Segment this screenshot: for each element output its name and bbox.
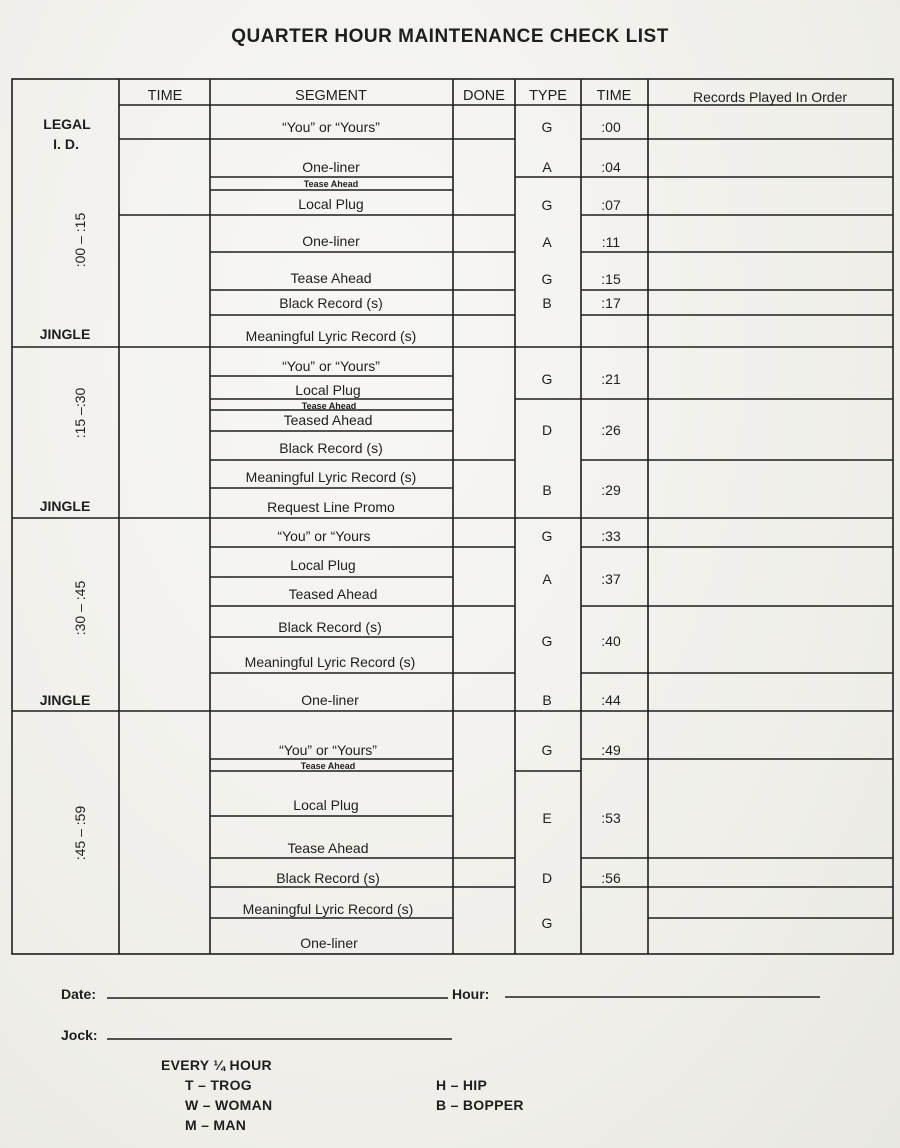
time-mark: :33 bbox=[601, 528, 621, 544]
type-code: G bbox=[541, 271, 553, 287]
time-mark: :29 bbox=[601, 482, 621, 498]
segment-label: Meaningful Lyric Record (s) bbox=[245, 328, 417, 344]
type-code: G bbox=[541, 915, 553, 931]
legend-item: W – WOMAN bbox=[185, 1097, 273, 1113]
segment-label: Meaningful Lyric Record (s) bbox=[244, 654, 416, 670]
quarter-label: :00 – :15 bbox=[72, 212, 88, 268]
jingle-label: JINGLE bbox=[39, 498, 91, 514]
segment-label: Tease Ahead bbox=[300, 761, 356, 771]
segment-label: One-liner bbox=[300, 935, 358, 951]
quarter-label: :15 –:30 bbox=[72, 387, 88, 439]
segment-label: “You” or “Yours” bbox=[282, 119, 380, 135]
header-records-played: Records Played In Order bbox=[692, 89, 848, 105]
header-time: TIME bbox=[147, 88, 183, 104]
type-code: D bbox=[541, 870, 553, 886]
time-mark: :26 bbox=[601, 422, 621, 438]
quarter-label: :30 – :45 bbox=[72, 580, 88, 636]
time-mark: :00 bbox=[601, 119, 621, 135]
hour-label: Hour: bbox=[452, 986, 490, 1002]
page-title: QUARTER HOUR MAINTENANCE CHECK LIST bbox=[231, 26, 669, 47]
time-mark: :04 bbox=[601, 159, 621, 175]
type-code: G bbox=[541, 371, 553, 387]
segment-label: Local Plug bbox=[295, 382, 361, 398]
segment-label: Local Plug bbox=[290, 557, 356, 573]
time-mark: :49 bbox=[601, 742, 621, 758]
type-code: B bbox=[542, 482, 552, 498]
time-mark: :40 bbox=[601, 633, 621, 649]
segment-label: Teased Ahead bbox=[288, 586, 378, 602]
jock-label: Jock: bbox=[61, 1027, 98, 1043]
header-time-2: TIME bbox=[596, 88, 632, 104]
legal-id-line1: LEGAL bbox=[43, 116, 91, 132]
type-code: B bbox=[542, 295, 552, 311]
type-code: G bbox=[541, 119, 553, 135]
jingle-label: JINGLE bbox=[39, 692, 91, 708]
segment-label: One-liner bbox=[301, 692, 359, 708]
segment-label: One-liner bbox=[302, 233, 360, 249]
type-code: G bbox=[541, 742, 553, 758]
segment-label: Black Record (s) bbox=[279, 440, 383, 456]
jingle-label: JINGLE bbox=[39, 326, 91, 342]
legend-item: H – HIP bbox=[436, 1077, 488, 1093]
type-code: G bbox=[541, 528, 553, 544]
segment-label: Local Plug bbox=[298, 196, 364, 212]
segment-label: Tease Ahead bbox=[287, 840, 369, 856]
segment-label: Meaningful Lyric Record (s) bbox=[242, 901, 414, 917]
type-code: A bbox=[542, 571, 552, 587]
time-mark: :56 bbox=[601, 870, 621, 886]
legend-item: T – TROG bbox=[185, 1077, 252, 1093]
header-done: DONE bbox=[463, 88, 505, 104]
type-code: G bbox=[541, 633, 553, 649]
date-label: Date: bbox=[61, 986, 97, 1002]
time-mark: :21 bbox=[601, 371, 621, 387]
quarter-label: :45 – :59 bbox=[72, 805, 88, 861]
time-mark: :15 bbox=[601, 271, 621, 287]
segment-label: Black Record (s) bbox=[279, 295, 383, 311]
type-code: D bbox=[541, 422, 553, 438]
legend-item: B – BOPPER bbox=[436, 1097, 524, 1113]
type-code: G bbox=[541, 197, 553, 213]
segment-label: Local Plug bbox=[293, 797, 359, 813]
segment-label: Tease Ahead bbox=[290, 270, 372, 286]
time-mark: :37 bbox=[601, 571, 621, 587]
time-mark: :07 bbox=[601, 197, 621, 213]
type-code: A bbox=[542, 159, 552, 175]
segment-label: Black Record (s) bbox=[278, 619, 382, 635]
time-mark: :11 bbox=[601, 234, 621, 250]
segment-label: Teased Ahead bbox=[283, 412, 373, 428]
segment-label: “You” or “Yours bbox=[277, 528, 371, 544]
segment-label: Meaningful Lyric Record (s) bbox=[245, 469, 417, 485]
header-segment: SEGMENT bbox=[295, 88, 367, 104]
type-code: E bbox=[542, 810, 552, 826]
type-code: B bbox=[542, 692, 552, 708]
segment-label: Black Record (s) bbox=[276, 870, 380, 886]
legal-id-line2: I. D. bbox=[53, 136, 79, 152]
header-type: TYPE bbox=[529, 88, 567, 104]
time-mark: :53 bbox=[601, 810, 621, 826]
time-mark: :44 bbox=[601, 692, 621, 708]
segment-label: “You” or “Yours” bbox=[279, 742, 377, 758]
segment-label: One-liner bbox=[302, 159, 360, 175]
legend-item: M – MAN bbox=[185, 1117, 247, 1133]
segment-label: Request Line Promo bbox=[267, 499, 395, 515]
segment-label: Tease Ahead bbox=[301, 401, 357, 411]
type-code: A bbox=[542, 234, 552, 250]
segment-label: Tease Ahead bbox=[303, 179, 359, 189]
time-mark: :17 bbox=[601, 295, 621, 311]
legend-heading: EVERY ¼ HOUR bbox=[161, 1057, 272, 1073]
segment-label: “You” or “Yours” bbox=[282, 358, 380, 374]
